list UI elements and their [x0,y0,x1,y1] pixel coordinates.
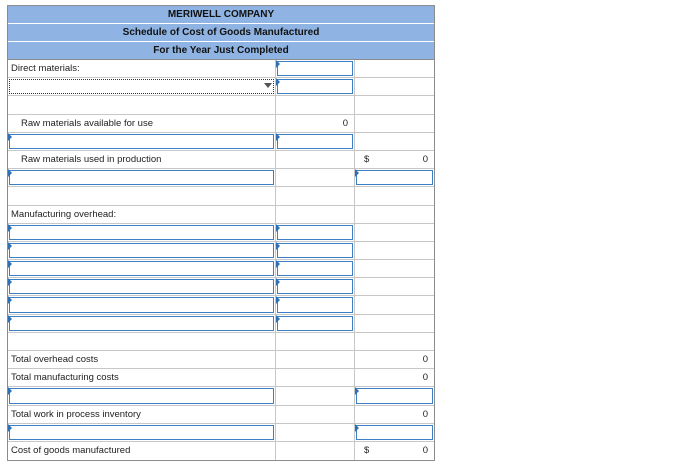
triangle-marker-icon [8,260,12,268]
label-input[interactable] [9,261,274,276]
overhead-amount[interactable] [276,260,355,277]
triangle-marker-icon [276,78,280,86]
total-cell [355,278,434,295]
triangle-marker-icon [8,242,12,250]
overhead-amount[interactable] [276,315,355,332]
schedule-title: Schedule of Cost of Goods Manufactured [8,24,434,42]
blank-amount-cell [276,333,355,350]
overhead-label-input[interactable] [8,260,276,277]
amount-input[interactable] [277,316,353,331]
total-wip-value: 0 [422,408,428,420]
row-less-ending-raw [8,133,434,151]
total-wip-amount [276,406,355,423]
label-input[interactable] [9,279,274,294]
blank-amount-cell [276,96,355,113]
overhead-label-input[interactable] [8,315,276,332]
overhead-label-input[interactable] [8,278,276,295]
label-input[interactable] [9,170,274,185]
materials-dropdown-amount[interactable] [276,78,355,95]
triangle-marker-icon [8,315,12,323]
row-ending-wip [8,424,434,442]
beginning-wip-label-input[interactable] [8,387,276,404]
row-overhead-item [8,260,434,278]
row-cogm [8,442,434,460]
materials-dropdown[interactable] [8,78,276,95]
total-cell [355,315,434,332]
triangle-marker-icon [276,224,280,232]
row-blank [8,333,434,351]
row-raw-available [8,115,434,133]
label-input[interactable] [9,425,274,440]
row-overhead-item [8,242,434,260]
row-blank [8,96,434,114]
company-name: MERIWELL COMPANY [8,6,434,24]
triangle-marker-icon [276,296,280,304]
row-blank [8,187,434,205]
row-direct-materials [8,60,434,78]
label-input[interactable] [9,243,274,258]
blank-label-cell [8,187,276,204]
raw-used-label: Raw materials used in production [8,151,276,168]
row-overhead-item [8,278,434,296]
mfg-overhead-amount [276,206,355,223]
dropdown-focus-outline [9,79,274,94]
raw-available-value: 0 [342,117,348,129]
currency-symbol: $ [364,153,370,165]
overhead-amount[interactable] [276,242,355,259]
row-total-overhead [8,351,434,369]
blank-amount-cell [276,187,355,204]
amount-input[interactable] [277,297,353,312]
total-input[interactable] [356,170,433,185]
overhead-label-input[interactable] [8,242,276,259]
triangle-marker-icon [8,133,12,141]
total-cell [355,206,434,223]
triangle-marker-icon [8,424,12,432]
direct-labor-total[interactable] [355,169,434,186]
row-direct-labor [8,169,434,187]
amount-input[interactable] [277,279,353,294]
blank-total-cell [355,96,434,113]
triangle-marker-icon [276,278,280,286]
triangle-marker-icon [276,60,280,68]
total-cell [355,224,434,241]
overhead-label-input[interactable] [8,224,276,241]
total-cell [355,242,434,259]
cogm-schedule [7,5,435,461]
triangle-marker-icon [355,169,359,177]
direct-materials-amount[interactable] [276,60,355,77]
total-wip-total [355,406,434,423]
cogm-amount [276,442,355,460]
label-input[interactable] [9,316,274,331]
raw-available-label: Raw materials available for use [8,115,276,132]
row-total-mfg [8,369,434,387]
blank-label-cell [8,333,276,350]
row-overhead-item [8,315,434,333]
raw-available-amount [276,115,355,132]
beginning-wip-total[interactable] [355,387,434,404]
beginning-wip-amount [276,387,355,404]
total-overhead-label: Total overhead costs [8,351,276,368]
amount-input[interactable] [277,225,353,240]
triangle-marker-icon [355,387,359,395]
total-cell [355,133,434,150]
cogm-value: 0 [422,444,428,456]
total-input[interactable] [356,425,433,440]
triangle-marker-icon [276,315,280,323]
chevron-down-icon[interactable] [264,83,272,88]
total-mfg-total [355,369,434,386]
total-mfg-label: Total manufacturing costs [8,369,276,386]
total-mfg-value: 0 [422,372,428,384]
triangle-marker-icon [8,169,12,177]
blank-label-cell [8,96,276,113]
total-mfg-amount [276,369,355,386]
label-input[interactable] [9,388,274,403]
raw-used-amount [276,151,355,168]
amount-input[interactable] [277,243,353,258]
triangle-marker-icon [276,260,280,268]
amount-input[interactable] [277,79,353,94]
total-overhead-value: 0 [422,354,428,365]
row-total-wip [8,406,434,424]
ending-wip-amount [276,424,355,441]
cogm-total [355,442,434,460]
total-cell [355,60,434,77]
overhead-amount[interactable] [276,296,355,313]
row-raw-used [8,151,434,169]
ending-wip-total[interactable] [355,424,434,441]
total-cell [355,115,434,132]
row-overhead-item [8,224,434,242]
amount-input[interactable] [277,261,353,276]
cogm-label: Cost of goods manufactured [8,442,276,460]
total-overhead-total [355,351,434,368]
currency-symbol: $ [364,444,370,456]
triangle-marker-icon [8,296,12,304]
label-input[interactable] [9,225,274,240]
direct-labor-label-input[interactable] [8,169,276,186]
direct-labor-amount [276,169,355,186]
amount-input[interactable] [277,134,353,149]
total-cell [355,260,434,277]
triangle-marker-icon [276,242,280,250]
ending-wip-label-input[interactable] [8,424,276,441]
raw-used-total [355,151,434,168]
overhead-amount[interactable] [276,224,355,241]
row-overhead-item [8,296,434,314]
amount-input[interactable] [277,61,353,76]
mfg-overhead-label: Manufacturing overhead: [8,206,276,223]
total-wip-label: Total work in process inventory [8,406,276,423]
triangle-marker-icon [355,424,359,432]
label-input[interactable] [9,297,274,312]
ending-raw-amount[interactable] [276,133,355,150]
direct-materials-label: Direct materials: [8,60,276,77]
row-mfg-overhead [8,206,434,224]
schedule-period: For the Year Just Completed [8,42,434,60]
total-input[interactable] [356,388,433,403]
blank-total-cell [355,187,434,204]
total-cell [355,296,434,313]
overhead-amount[interactable] [276,278,355,295]
triangle-marker-icon [276,133,280,141]
label-input[interactable] [9,134,274,149]
total-cell [355,78,434,95]
row-materials-dropdown [8,78,434,96]
raw-used-value: 0 [422,153,428,165]
triangle-marker-icon [8,278,12,286]
ending-raw-label-input[interactable] [8,133,276,150]
row-beginning-wip [8,387,434,405]
overhead-label-input[interactable] [8,296,276,313]
triangle-marker-icon [8,224,12,232]
total-overhead-amount [276,351,355,368]
blank-total-cell [355,333,434,350]
triangle-marker-icon [8,387,12,395]
